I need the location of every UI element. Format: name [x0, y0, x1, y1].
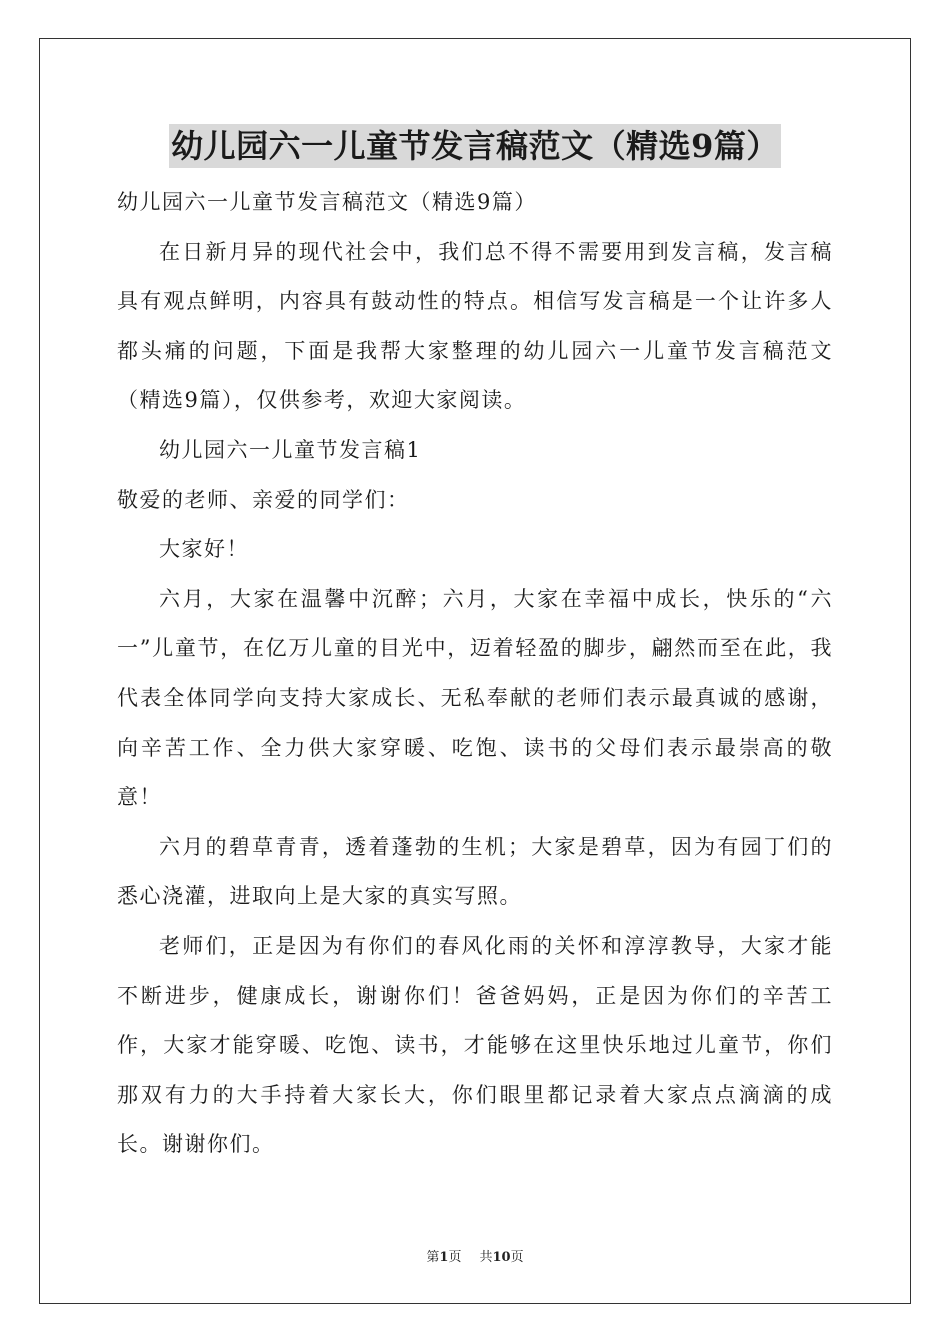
document-title: [0, 124, 950, 168]
paragraph-body-1: 六月，大家在温馨中沉醉；六月，大家在幸福中成长，快乐的“六一”儿童节，在亿万儿童的目光中，迈着轻盈的脚步，翩然而至在此，我代表全体同学向支持大家成长、无私奉献的老师们表示最真诚的感谢，向辛苦工作、全力供大家穿暖、吃饱、读书的父母们表示最崇高的敬意！: [117, 586, 833, 810]
paragraph-salutation: 敬爱的老师、亲爱的同学们：: [117, 487, 410, 512]
section-heading: 幼儿园六一儿童节发言稿1: [159, 437, 422, 462]
paragraph-greeting: 大家好！: [159, 537, 249, 562]
page-total: 10: [492, 1250, 511, 1265]
page-suffix: 页: [448, 1250, 462, 1265]
document-body: [117, 178, 833, 1170]
total-prefix: 共: [479, 1250, 493, 1265]
paragraph-subtitle: 幼儿园六一儿童节发言稿范文（精选9篇）: [117, 190, 537, 214]
total-suffix: 页: [510, 1250, 524, 1265]
page-current: 1: [439, 1250, 449, 1265]
page-footer: [0, 1246, 950, 1265]
paragraph-body-3: 老师们，正是因为有你们的春风化雨的关怀和淳淳教导，大家才能不断进步，健康成长，谢谢你们！爸爸妈妈，正是因为你们的辛苦工作，大家才能穿暖、吃饱、读书，才能够在这里快乐地过儿童节，你们那双有力的大手持着大家长大，你们眼里都记录着大家点点滴滴的成长。谢谢你们。: [117, 933, 833, 1157]
paragraph-intro: 在日新月异的现代社会中，我们总不得不需要用到发言稿，发言稿具有观点鲜明，内容具有鼓动性的特点。相信写发言稿是一个让许多人都头痛的问题，下面是我帮大家整理的幼儿园六一儿童节发言稿范文（精选9篇），仅供参考，欢迎大家阅读。: [117, 239, 833, 413]
paragraph-body-2: 六月的碧草青青，透着蓬勃的生机；大家是碧草，因为有园丁们的悉心浇灌，进取向上是大家的真实写照。: [117, 834, 833, 909]
document-title-text: 幼儿园六一儿童节发言稿范文（精选9篇）: [169, 124, 781, 168]
page-prefix: 第: [426, 1250, 440, 1265]
